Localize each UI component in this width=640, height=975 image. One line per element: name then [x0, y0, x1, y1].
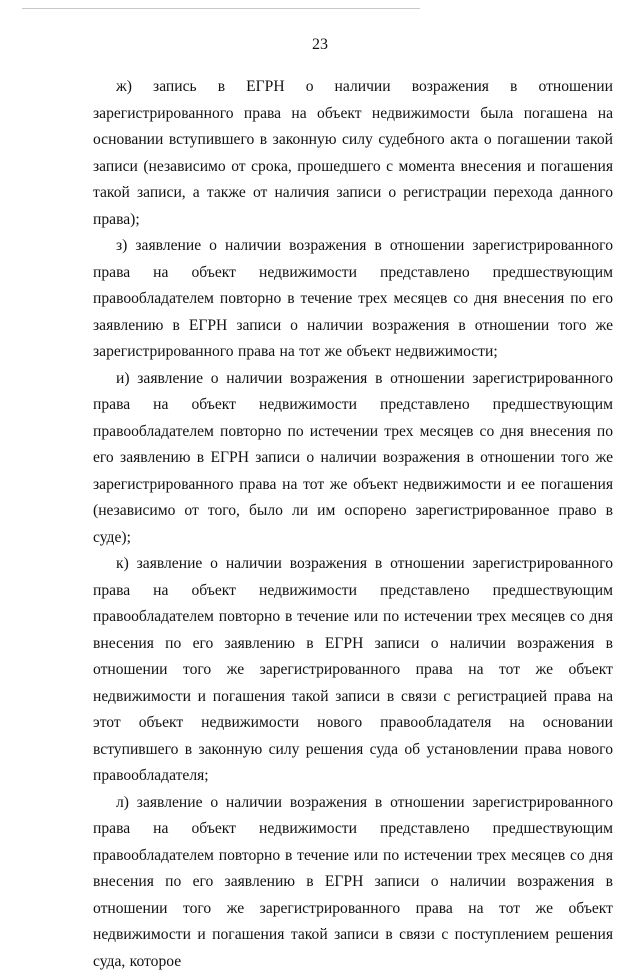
paragraph-z: з) заявление о наличии возражения в отношении зарегистрированного права на объект недвижимости представлено предшествующим правообладателем повторно в течение трех месяцев со дня внесения по его заявлению в ЕГРН записи о наличии возражения в отношении того же зарегистрированного права на тот же объект недвижимости; [93, 233, 613, 366]
paragraph-k: к) заявление о наличии возражения в отношении зарегистрированного права на объект недвижимости представлено предшествующим правообладателем повторно в течение или по истечении трех месяцев со дня внесения по его заявлению в ЕГРН записи о наличии возражения в отношении того же зарегистрированного права на тот же объект недвижимости и погашения такой записи в связи с регистрацией права на этот объект недвижимости нового правообладателя на основании вступившего в законную силу решения суда об установлении права нового правообладателя; [93, 551, 613, 790]
paragraph-i: и) заявление о наличии возражения в отношении зарегистрированного права на объект недвижимости представлено предшествующим правообладателем повторно по истечении трех месяцев со дня внесения по его заявлению в ЕГРН записи о наличии возражения в отношении того же зарегистрированного права на тот же объект недвижимости и ее погашения (независимо от того, было ли им оспорено зарегистрированное право в суде); [93, 366, 613, 552]
page-number: 23 [0, 36, 640, 54]
document-body [93, 74, 613, 975]
paragraph-zh: ж) запись в ЕГРН о наличии возражения в отношении зарегистрированного права на объект недвижимости была погашена на основании вступившего в законную силу судебного акта о погашении такой записи (независимо от срока, прошедшего с момента внесения и погашения такой записи, а также от наличия записи о регистрации перехода данного права); [93, 74, 613, 233]
top-edge-line [22, 8, 420, 9]
paragraph-l: л) заявление о наличии возражения в отношении зарегистрированного права на объект недвижимости представлено предшествующим правообладателем повторно в течение или по истечении трех месяцев со дня внесения по его заявлению в ЕГРН записи о наличии возражения в отношении того же зарегистрированного права на тот же объект недвижимости и погашения такой записи в связи с поступлением решения суда, которое [93, 790, 613, 975]
